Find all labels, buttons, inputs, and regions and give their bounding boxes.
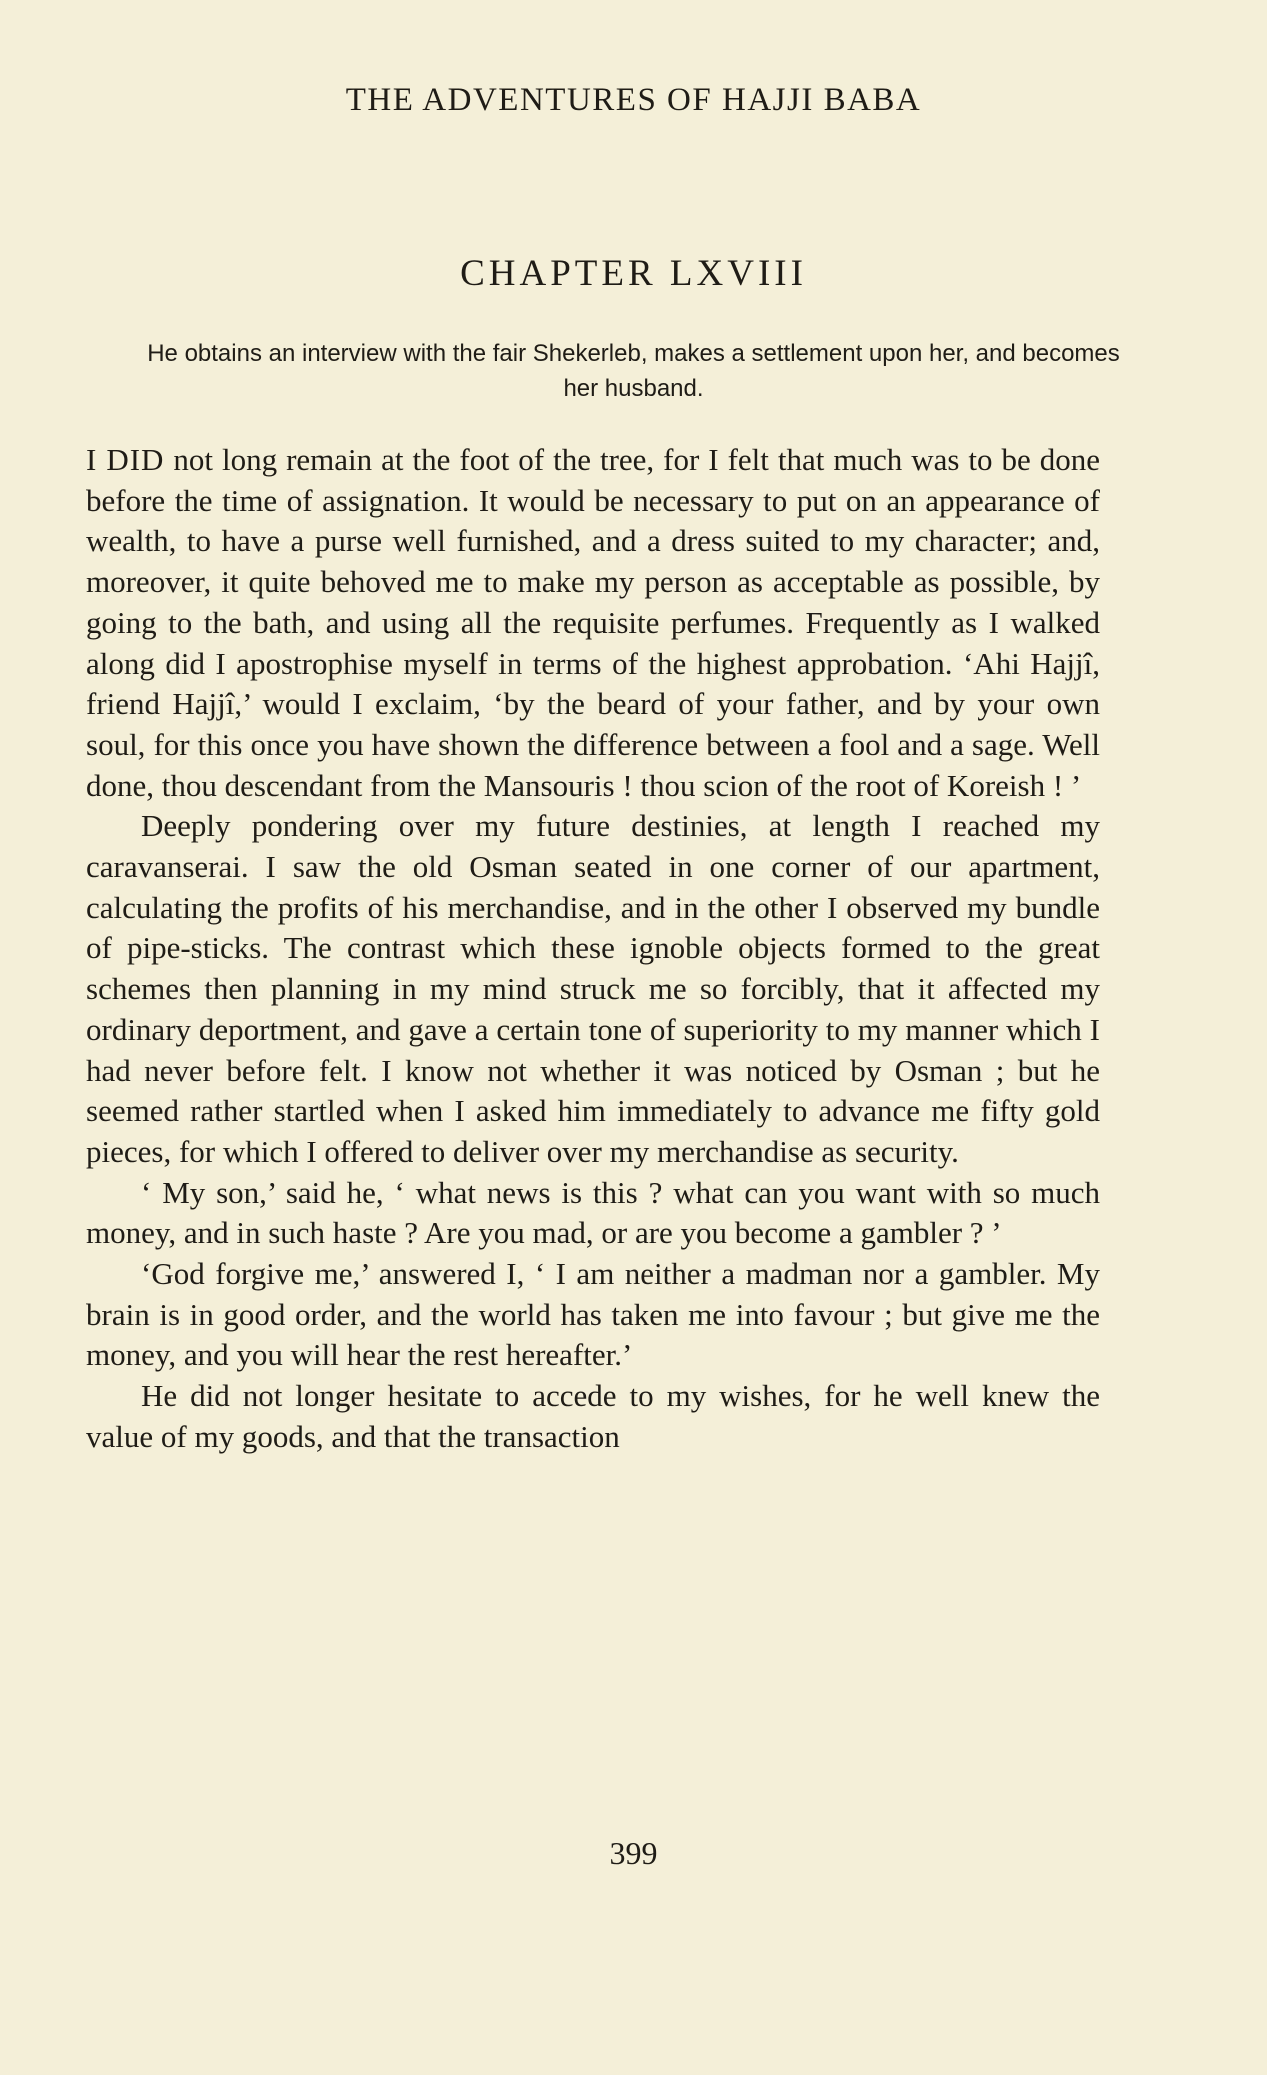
chapter-title: CHAPTER LXVIII: [460, 253, 807, 294]
paragraph-lead: I: [86, 442, 97, 477]
paragraph: ‘ My son,’ said he, ‘ what news is this ? what can you want with so much money, and in such haste ? Are you mad, or are you become a gambler ? ’: [86, 1174, 1100, 1251]
paragraph: Deeply pondering over my future destinies, at length I reached my caravanserai. I saw the old Osman seated in one corner of our apartment, calculating the profits of his merchandise, and in the other I observed my bundle of pipe-sticks. The contrast which these ignoble objects formed to the great schemes then planning in my mind struck me so forcibly, that it affected my ordinary deportment, and gave a certain tone of superiority to my manner which I had never before felt. I know not whether it was noticed by Osman ; but he seemed rather startled when I asked him immediately to advance me fifty gold pieces, for which I offered to deliver over my merchandise as security.: [86, 808, 1100, 1169]
page-number: 399: [609, 1835, 658, 1871]
paragraph: ‘God forgive me,’ answered I, ‘ I am neither a madman nor a gambler. My brain is in good order, and the world has taken me into favour ; but give me the money, and you will hear the rest hereafter.’: [86, 1256, 1100, 1373]
paragraph-text: not long remain at the foot of the tree, for I felt that much was to be done before the time of assignation. It would be necessary to put on an appearance of wealth, to have a purse well furnished, and a dress suited to my character; and, moreover, it quite behoved me to make my person as acceptable as possible, by going to the bath, and using all the requisite perfumes. Frequently as I walked along did I apostrophise myself in terms of the highest approbation. ‘Ahi Hajjî, friend Hajjî,’ would I exclaim, ‘by the beard of your father, and by your own soul, for this once you have shown the difference between a fool and a sage. Well done, thou descendant from the Mansouris ! thou scion of the root of Koreish ! ’: [86, 442, 1100, 803]
paragraph: He did not longer hesitate to accede to my wishes, for he well knew the value of my goods, and that the transaction: [86, 1378, 1100, 1454]
chapter-synopsis: He obtains an interview with the fair Shekerleb, makes a settlement upon her, and becomes her husband.: [147, 340, 1120, 402]
paragraph-smallcaps: DID: [96, 442, 165, 477]
paragraph: [86, 440, 1100, 806]
body-text: [86, 440, 1100, 1458]
running-head: THE ADVENTURES OF HAJJI BABA: [345, 82, 922, 118]
